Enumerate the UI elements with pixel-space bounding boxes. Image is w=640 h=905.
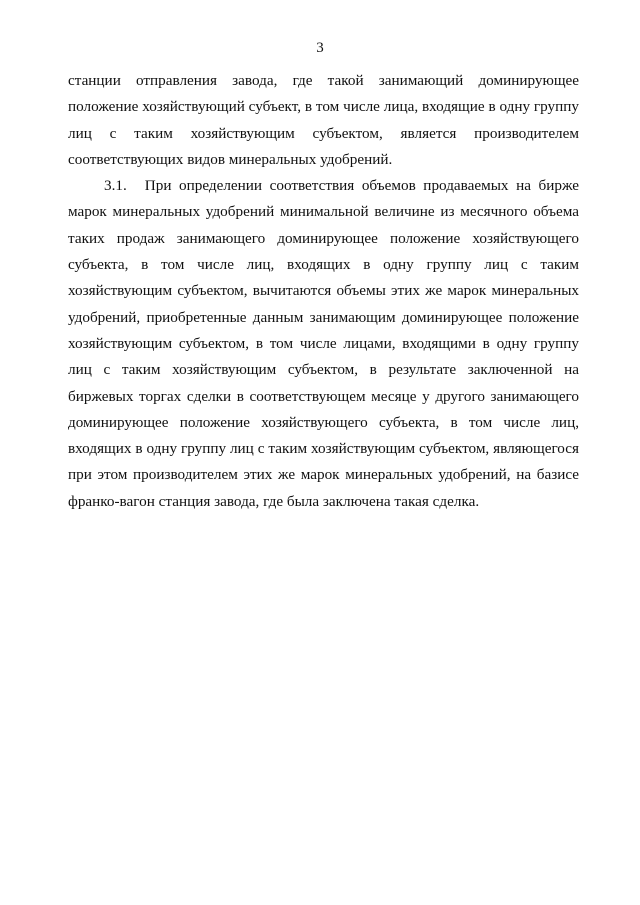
paragraph-text: При определении соответствия объемов продаваемых на бирже марок минеральных удобрений минимальной величине из месячного объема таких продаж занимающего доминирующее положение хозяйствующего субъекта, в том числе лиц, входящих в одну группу лиц с таким хозяйствующим субъектом, вычитаются объемы этих же марок минеральных удобрений, приобретенные данным занимающим доминирующее положение хозяйствующим субъектом, в том числе лицами, входящими в одну группу лиц с таким хозяйствующим субъектом, в результате заключенной на биржевых торгах сделки в соответствующем месяце у другого занимающего доминирующее положение хозяйствующего субъекта, в том числе лиц, входящих в одну группу лиц с таким хозяйствующим субъектом, являющегося при этом производителем этих же марок минеральных удобрений, на базисе франко-вагон станция завода, где была заключена такая сделка. [68,177,579,510]
document-body [68,68,579,515]
paragraph-text: станции отправления завода, где такой занимающий доминирующее положение хозяйствующий субъект, в том числе лица, входящие в одну группу лиц с таким хозяйствующим субъектом, является производителем соответствующих видов минеральных удобрений. [68,72,579,168]
paragraph-number: 3.1. [104,177,127,195]
paragraph-3-1 [68,173,579,515]
paragraph-continuation [68,68,579,173]
page-number: 3 [316,40,324,56]
